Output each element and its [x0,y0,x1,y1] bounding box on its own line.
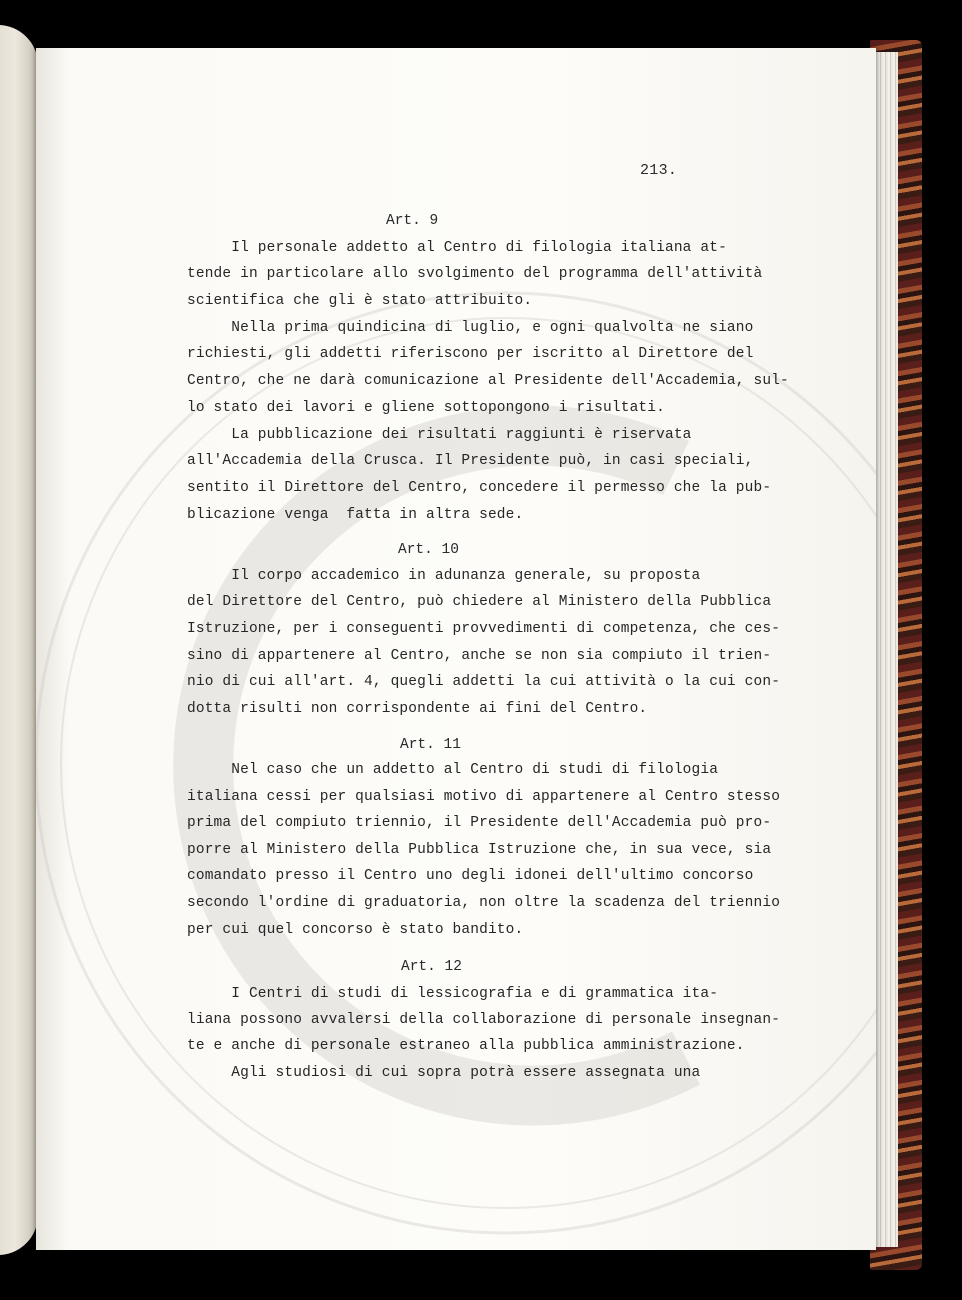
text-line: Agli studiosi di cui sopra potrà essere assegnata una [187,1065,701,1081]
text-line: richiesti, gli addetti riferiscono per iscritto al Direttore del [187,346,754,362]
article-heading: Art. 10 [398,542,459,558]
text-line: te e anche di personale estraneo alla pubblica amministrazione. [187,1038,745,1054]
text-line: nio di cui all'art. 4, quegli addetti la cui attività o la cui con- [187,674,781,690]
text-line: lo stato dei lavori e gliene sottopongono i risultati. [187,400,665,416]
text-line: Il corpo accademico in adunanza generale, su proposta [187,568,701,584]
facing-page-edge [0,25,38,1255]
text-line: dotta risulti non corrispondente ai fini del Centro. [187,701,648,717]
article-heading: Art. 11 [400,737,461,753]
text-line: scientifica che gli è stato attribuito. [187,293,533,309]
text-line: all'Accademia della Crusca. Il Presidente può, in casi speciali, [187,453,754,469]
text-line: Il personale addetto al Centro di filologia italiana at- [187,240,727,256]
text-line: italiana cessi per qualsiasi motivo di appartenere al Centro stesso [187,789,781,805]
text-line: Nella prima quindicina di luglio, e ogni qualvolta ne siano [187,320,754,336]
text-line: La pubblicazione dei risultati raggiunti è riservata [187,427,692,443]
page-number: 213. [640,162,678,179]
text-line: I Centri di studi di lessicografia e di grammatica ita- [187,986,719,1002]
text-line: per cui quel concorso è stato bandito. [187,922,524,938]
text-line: Centro, che ne darà comunicazione al Presidente dell'Accademia, sul- [187,373,789,389]
article-heading: Art. 12 [401,959,462,975]
text-line: comandato presso il Centro uno degli idonei dell'ultimo concorso [187,868,754,884]
text-line: liana possono avvalersi della collaborazione di personale insegnan- [187,1012,781,1028]
text-line: secondo l'ordine di graduatoria, non oltre la scadenza del triennio [187,895,781,911]
text-line: blicazione venga fatta in altra sede. [187,507,524,523]
text-line: porre al Ministero della Pubblica Istruzione che, in sua vece, sia [187,842,772,858]
text-line: del Direttore del Centro, può chiedere al Ministero della Pubblica [187,594,772,610]
text-line: tende in particolare allo svolgimento del programma dell'attività [187,266,763,282]
text-line: sino di appartenere al Centro, anche se non sia compiuto il trien- [187,648,772,664]
article-heading: Art. 9 [386,213,439,229]
text-line: sentito il Direttore del Centro, concedere il permesso che la pub- [187,480,772,496]
text-line: prima del compiuto triennio, il Presidente dell'Accademia può pro- [187,815,772,831]
text-line: Istruzione, per i conseguenti provvedimenti di competenza, che ces- [187,621,781,637]
text-line: Nel caso che un addetto al Centro di studi di filologia [187,762,719,778]
